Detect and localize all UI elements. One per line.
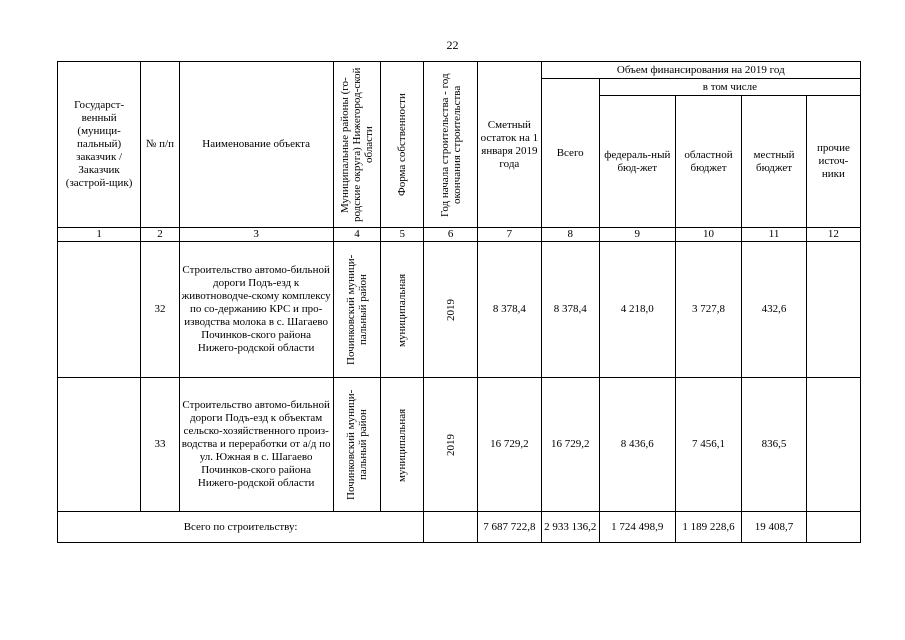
table-row <box>58 242 861 378</box>
col-number: 3 <box>179 228 333 242</box>
totals-estimate: 7 687 722,8 <box>478 512 541 543</box>
totals-total: 2 933 136,2 <box>541 512 599 543</box>
row-number: 33 <box>141 378 179 512</box>
column-number-row <box>58 228 861 242</box>
totals-row <box>58 512 861 543</box>
totals-other <box>806 512 860 543</box>
header-years: Год начала строительства - год окончания строительства <box>424 62 478 228</box>
other-cell <box>806 378 860 512</box>
page-number: 22 <box>446 38 459 52</box>
ownership-cell: муниципальная <box>381 242 424 378</box>
col-number: 4 <box>333 228 381 242</box>
estimate-cell: 8 378,4 <box>478 242 541 378</box>
regional-cell: 7 456,1 <box>675 378 742 512</box>
col-number: 1 <box>58 228 141 242</box>
col-number: 12 <box>806 228 860 242</box>
local-cell: 432,6 <box>742 242 806 378</box>
district-cell: Починковский муници-пальный район <box>333 242 381 378</box>
customer-cell <box>58 378 141 512</box>
other-cell <box>806 242 860 378</box>
header-federal: федераль-ный бюд-жет <box>599 96 675 228</box>
header-funding: Объем финансирования на 2019 год <box>541 62 860 79</box>
ownership-cell: муниципальная <box>381 378 424 512</box>
totals-years <box>424 512 478 543</box>
header-local: местный бюджет <box>742 96 806 228</box>
totals-local: 19 408,7 <box>742 512 806 543</box>
local-cell: 836,5 <box>742 378 806 512</box>
construction-financing-table <box>57 61 861 543</box>
row-number: 32 <box>141 242 179 378</box>
estimate-cell: 16 729,2 <box>478 378 541 512</box>
col-number: 6 <box>424 228 478 242</box>
header-estimate: Сметный остаток на 1 января 2019 года <box>478 62 541 228</box>
district-cell: Починковский муници-пальный район <box>333 378 381 512</box>
header-ownership: Форма собственности <box>381 62 424 228</box>
totals-label: Всего по строительству: <box>58 512 424 543</box>
years-cell: 2019 <box>424 378 478 512</box>
customer-cell <box>58 242 141 378</box>
totals-regional: 1 189 228,6 <box>675 512 742 543</box>
total-cell: 16 729,2 <box>541 378 599 512</box>
header-object-name: Наименование объекта <box>179 62 333 228</box>
header-num: № п/п <box>141 62 179 228</box>
col-number: 8 <box>541 228 599 242</box>
header-customer: Государст-венный (муници-пальный) заказчик / Заказчик (застрой-щик) <box>58 62 141 228</box>
regional-cell: 3 727,8 <box>675 242 742 378</box>
years-cell: 2019 <box>424 242 478 378</box>
col-number: 2 <box>141 228 179 242</box>
object-name: Строительство автомо-бильной дороги Подъ-езд к объектам сельско-хозяйственного произ-водства и переработки от а/д по ул. Южная в с. Шагаево Починков-ского района Нижего-родской области <box>179 378 333 512</box>
col-number: 9 <box>599 228 675 242</box>
col-number: 5 <box>381 228 424 242</box>
col-number: 10 <box>675 228 742 242</box>
header-including: в том числе <box>599 79 860 96</box>
header-other: прочие источ-ники <box>806 96 860 228</box>
object-name: Строительство автомо-бильной дороги Подъ-езд к животноводче-скому комплексу по со-держанию КРС и про-изводства молока в с. Шагаево Починков-ского района Нижего-родской области <box>179 242 333 378</box>
federal-cell: 8 436,6 <box>599 378 675 512</box>
federal-cell: 4 218,0 <box>599 242 675 378</box>
header-regional: областной бюджет <box>675 96 742 228</box>
totals-federal: 1 724 498,9 <box>599 512 675 543</box>
col-number: 7 <box>478 228 541 242</box>
col-number: 11 <box>742 228 806 242</box>
header-funding-total: Всего <box>541 79 599 228</box>
header-municipal-district: Муниципальные районы (го-родские округа) Нижегород-ской области <box>333 62 381 228</box>
total-cell: 8 378,4 <box>541 242 599 378</box>
table-row <box>58 378 861 512</box>
